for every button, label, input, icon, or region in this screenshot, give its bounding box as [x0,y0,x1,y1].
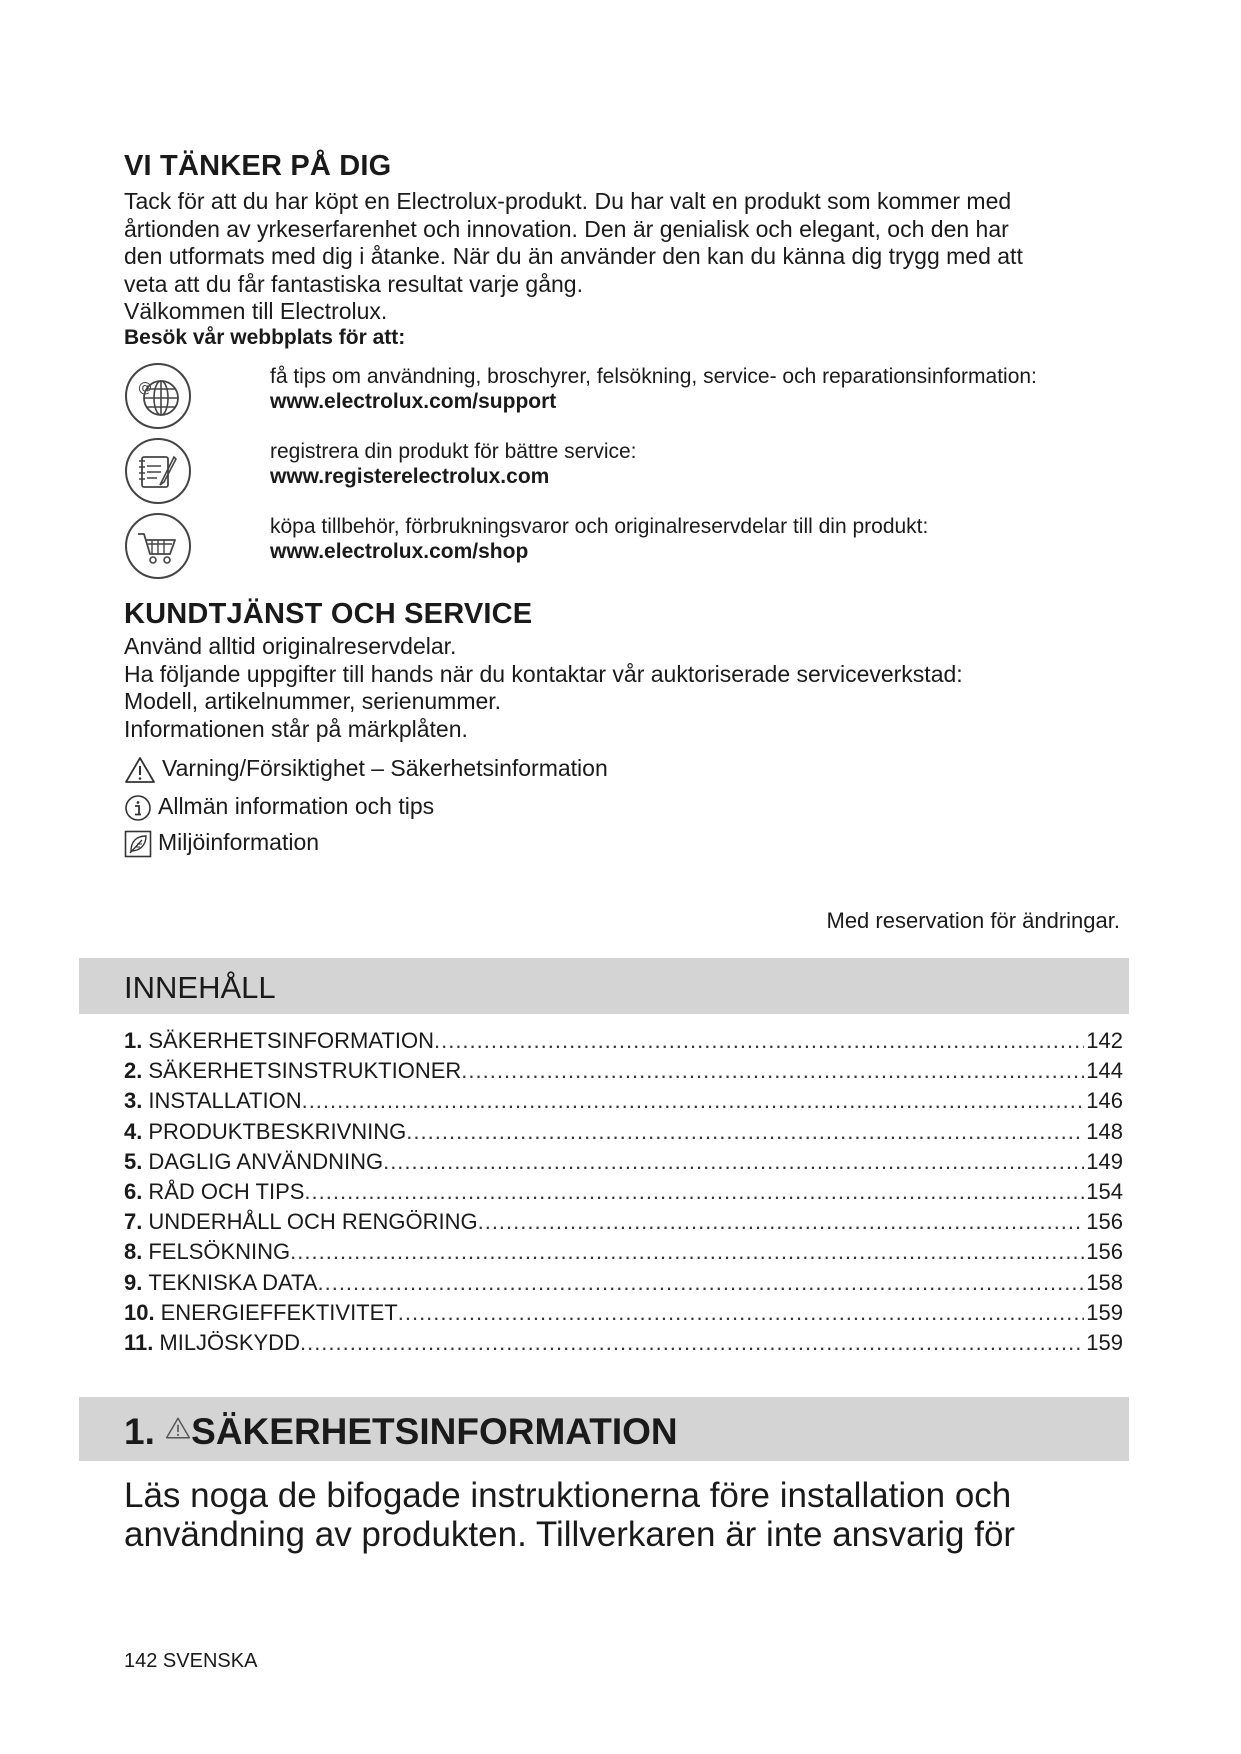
legend-info-label: Allmän information och tips [158,793,435,819]
toc-page: 156 [1086,1209,1123,1235]
toc-title: TEKNISKA DATA [148,1269,318,1295]
toc-title: ENERGIEFFEKTIVITET [160,1299,398,1325]
toc-header-bar [79,958,1129,1014]
toc-page: 149 [1086,1148,1123,1174]
intro-line: veta att du får fantastiska resultat varje gång. [124,270,583,297]
toc-title: DAGLIG ANVÄNDNING [148,1148,384,1174]
toc-entry[interactable] [124,1056,1123,1086]
section1-heading [124,1411,678,1453]
legend-warning [124,752,608,784]
toc-entry[interactable] [124,1268,1123,1298]
toc-page: 159 [1086,1329,1123,1355]
toc-heading: INNEHÅLL [124,970,276,1005]
toc-title: MILJÖSKYDD [159,1329,300,1355]
shop-link-text: köpa tillbehör, förbrukningsvaror och originalreservdelar till din produkt: [270,515,929,538]
page-footer: 142 SVENSKA [124,1650,258,1672]
toc-number: 4. [124,1118,143,1144]
register-link-row [124,437,1104,513]
leaf-icon [124,830,152,858]
toc-entry[interactable] [124,1177,1123,1207]
toc-title: FELSÖKNING [148,1239,291,1265]
toc-number: 2. [124,1058,143,1084]
toc-number: 9. [124,1269,143,1295]
intro-heading: VI TÄNKER PÅ DIG [124,150,392,182]
toc-number: 10. [124,1299,155,1325]
section1-paragraph [124,1476,1015,1554]
svg-text:@: @ [138,380,152,396]
toc-number: 8. [124,1239,143,1265]
warning-icon [165,1416,191,1440]
table-of-contents [124,1026,1123,1358]
warning-icon [124,756,156,784]
cart-icon [124,512,192,580]
toc-page: 158 [1086,1269,1123,1295]
support-link-url[interactable]: www.electrolux.com/support [270,390,557,413]
info-icon [124,794,152,822]
section1-line: användning av produkten. Tillverkaren är inte ansvarig för [124,1515,1016,1554]
register-link-url[interactable]: www.registerelectrolux.com [270,465,550,488]
shop-link-row [124,512,1104,588]
toc-number: 5. [124,1148,143,1174]
support-link-text: få tips om användning, broschyrer, felsökning, service- och reparationsinformation: [270,365,1037,388]
register-link-text: registrera din produkt för bättre service: [270,440,637,463]
section1-line: Läs noga de bifogade instruktionerna före installation och [124,1476,1012,1515]
service-paragraph [124,633,963,743]
service-line: Informationen står på märkplåten. [124,715,468,742]
toc-number: 3. [124,1088,143,1114]
legend-environment [124,826,319,858]
toc-entry[interactable] [124,1147,1123,1177]
reservation-note: Med reservation för ändringar. [826,908,1120,933]
toc-title: INSTALLATION [148,1088,302,1114]
support-link-row [124,362,1104,438]
toc-number: 1. [124,1028,143,1053]
section1-header-bar [79,1397,1129,1461]
toc-page: 159 [1086,1299,1123,1325]
section1-title: SÄKERHETSINFORMATION [191,1411,678,1452]
toc-page: 142 [1086,1028,1123,1053]
intro-line: Välkommen till Electrolux. [124,298,388,324]
toc-page: 148 [1086,1118,1123,1144]
legend-environment-label: Miljöinformation [158,829,320,855]
toc-entry[interactable] [124,1237,1123,1267]
service-line: Ha följande uppgifter till hands när du kontaktar vår auktoriserade serviceverkstad: [124,660,963,687]
toc-page: 144 [1086,1058,1123,1084]
toc-page: 146 [1086,1088,1123,1114]
toc-title: SÄKERHETSINFORMATION [148,1028,434,1053]
toc-number: 6. [124,1178,143,1204]
toc-title: PRODUKTBESKRIVNING [148,1118,407,1144]
toc-entry[interactable] [124,1298,1123,1328]
toc-entry[interactable] [124,1117,1123,1147]
intro-line: den utformats med dig i åtanke. När du än använder den kan du känna dig trygg med att [124,243,1023,269]
service-heading: KUNDTJÄNST OCH SERVICE [124,598,533,630]
intro-line: årtionden av yrkeserfarenhet och innovation. Den är genialisk och elegant, och den har [124,215,1009,242]
toc-entry[interactable] [124,1207,1123,1237]
section1-number: 1. [124,1411,155,1452]
toc-title: RÅD OCH TIPS [148,1178,305,1204]
legend-info [124,790,434,822]
service-line: Modell, artikelnummer, serienummer. [124,688,502,714]
globe-icon [124,362,192,430]
intro-paragraph [124,188,1023,326]
toc-title: UNDERHÅLL OCH RENGÖRING [148,1209,478,1235]
toc-page: 156 [1086,1239,1123,1265]
toc-number: 7. [124,1209,143,1235]
intro-line: Tack för att du har köpt en Electrolux-produkt. Du har valt en produkt som kommer med [124,188,1012,214]
visit-label: Besök vår webbplats för att: [124,326,406,349]
shop-link-url[interactable]: www.electrolux.com/shop [270,540,529,563]
toc-number: 11. [124,1329,154,1355]
register-icon [124,437,192,505]
toc-entry[interactable] [124,1026,1123,1056]
toc-page: 154 [1086,1178,1123,1204]
service-line: Använd alltid originalreservdelar. [124,633,457,659]
toc-entry[interactable] [124,1328,1123,1358]
toc-title: SÄKERHETSINSTRUKTIONER [148,1058,462,1084]
toc-entry[interactable] [124,1086,1123,1116]
legend-warning-label: Varning/Försiktighet – Säkerhetsinformation [162,755,608,781]
